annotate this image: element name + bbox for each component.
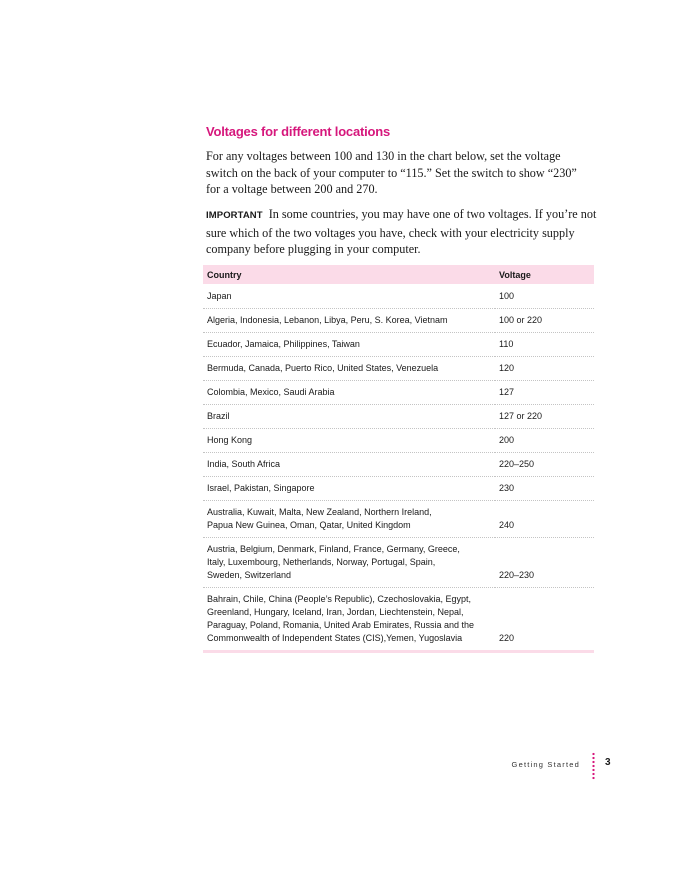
country-cell [203,284,495,309]
table-row [203,538,594,588]
country-cell [203,538,495,588]
voltage-cell: 100 or 220 [495,309,594,333]
voltage-table-body [203,284,594,652]
table-row [203,501,594,538]
important-text: In some countries, you may have one of two voltages. If you’re not [268,207,597,221]
country-line: Algeria, Indonesia, Lebanon, Libya, Peru, S. Korea, Vietnam [207,315,448,325]
country-line: India, South Africa [207,459,281,469]
country-cell [203,333,495,357]
country-cell [203,357,495,381]
footer-dotted-divider [592,752,595,780]
voltage-cell: 220–230 [495,538,594,588]
country-line: Austria, Belgium, Denmark, Finland, France, Germany, Greece, [207,544,460,554]
voltage-cell: 110 [495,333,594,357]
intro-line: switch on the back of your computer to “115.” Set the switch to show “230” [206,165,577,180]
country-column-header: Country [203,265,495,284]
voltage-cell: 240 [495,501,594,538]
intro-paragraph [206,148,594,198]
voltage-column-header: Voltage [495,265,594,284]
country-cell [203,588,495,652]
voltage-table [203,265,594,653]
country-line: Commonwealth of Independent States (CIS),Yemen, Yugoslavia [207,633,463,643]
voltage-cell: 127 [495,381,594,405]
voltage-cell: 220–250 [495,453,594,477]
table-row [203,381,594,405]
country-line: Israel, Pakistan, Singapore [207,483,315,493]
country-cell [203,477,495,501]
country-cell [203,381,495,405]
country-line: Bermuda, Canada, Puerto Rico, United States, Venezuela [207,363,439,373]
table-row [203,333,594,357]
table-row [203,429,594,453]
table-row [203,477,594,501]
country-line: Colombia, Mexico, Saudi Arabia [207,387,335,397]
intro-line: For any voltages between 100 and 130 in the chart below, set the voltage [206,149,561,163]
important-line: sure which of the two voltages you have, check with your electricity supply [206,225,575,240]
country-cell [203,453,495,477]
voltage-cell: 127 or 220 [495,405,594,429]
country-line: Paraguay, Poland, Romania, United Arab Emirates, Russia and the [207,620,474,630]
voltage-cell: 120 [495,357,594,381]
voltage-cell: 100 [495,284,594,309]
table-row [203,309,594,333]
country-line: Papua New Guinea, Oman, Qatar, United Kingdom [207,520,411,530]
page-number: 3 [605,757,611,768]
table-row [203,284,594,309]
country-cell [203,501,495,538]
country-line: Hong Kong [207,435,253,445]
country-line: Italy, Luxembourg, Netherlands, Norway, Portugal, Spain, [207,557,436,567]
intro-line: for a voltage between 200 and 270. [206,182,378,196]
voltage-cell: 200 [495,429,594,453]
table-row [203,588,594,652]
country-line: Sweden, Switzerland [207,570,292,580]
country-line: Bahrain, Chile, China (People’s Republic), Czechoslovakia, Egypt, [207,594,471,604]
voltage-cell: 220 [495,588,594,652]
country-cell [203,429,495,453]
table-row [203,405,594,429]
country-line: Japan [207,291,232,301]
table-row [203,453,594,477]
table-row [203,357,594,381]
section-title: Voltages for different locations [206,124,391,139]
table-header-row [203,265,594,284]
country-line: Brazil [207,411,230,421]
important-line: company before plugging in your computer. [206,242,421,256]
important-label: IMPORTANT [206,210,263,221]
important-line [206,206,597,225]
country-cell [203,309,495,333]
footer-chapter-label: Getting Started [511,760,580,769]
country-line: Ecuador, Jamaica, Philippines, Taiwan [207,339,360,349]
important-note [206,206,597,258]
country-line: Greenland, Hungary, Iceland, Iran, Jordan, Liechtenstein, Nepal, [207,607,464,617]
country-line: Australia, Kuwait, Malta, New Zealand, Northern Ireland, [207,507,432,517]
country-cell [203,405,495,429]
voltage-cell: 230 [495,477,594,501]
